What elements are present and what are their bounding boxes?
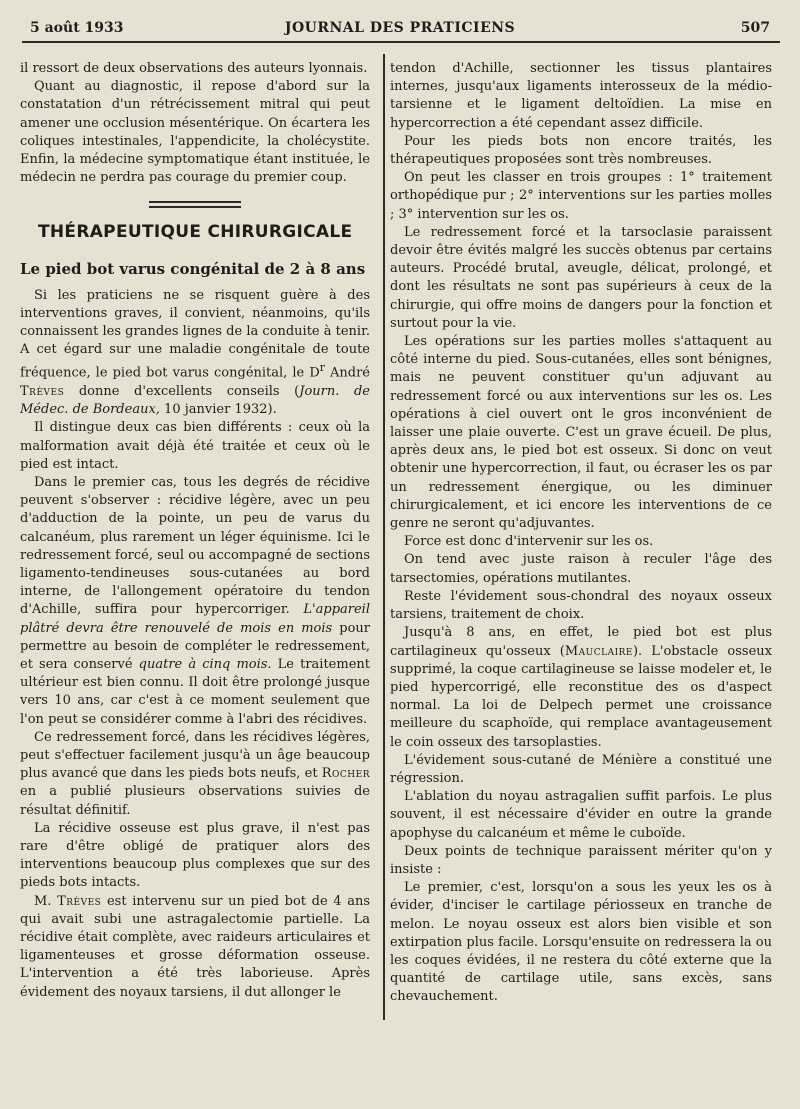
paragraph xyxy=(20,287,370,420)
paragraph: il ressort de deux observations des auteurs lyonnais. xyxy=(20,61,368,76)
author-name: Rocher xyxy=(321,766,370,782)
column-rule xyxy=(383,54,385,1020)
superscript: r xyxy=(319,361,325,375)
paragraph: Les opérations sur les parties molles s'attaquent au côté interne du pied. Sous-cutanées, elles sont bénignes, mais ne peuvent constituer qu'un adjuvant au redressement forcé ou aux interventions sur les os. Les opérations à ciel ouvert ont le gros inconvénient de laisser une plaie ouverte. C'est un grave écueil. De plus, après deux ans, le pied bot est osseux. Si donc on veut obtenir une hypercorrection, il faut, ou écraser les os par un redressement énergique, ou les diminuer chirurgicalement, et ici encore les interventions de ce genre ne seront qu'adjuvantes. xyxy=(390,334,772,532)
paragraph xyxy=(20,474,370,729)
running-header xyxy=(30,20,770,42)
paragraph: Il distingue deux cas bien différents : ceux où la malformation avait déjà été traitée et ceux où le pied est intact. xyxy=(20,420,370,472)
paragraph xyxy=(390,624,772,751)
header-date: 5 août 1933 xyxy=(30,20,124,36)
paragraph: Pour les pieds bots non encore traités, les thérapeutiques proposées sont très nombreuses. xyxy=(390,133,772,168)
section-separator xyxy=(149,201,241,208)
header-journal-title: JOURNAL DES PRATICIENS xyxy=(284,20,516,36)
paragraph: Quant au diagnostic, il repose d'abord sur la constatation d'un rétrécissement mitral qui peut amener une occlusion mésentérique. On écartera les coliques intestinales, l'appendicite, la cholécystite. Enfin, la médecine symptomatique étant instituée, le médecin ne perdra pas courage du premier coup. xyxy=(20,79,370,186)
text-run: 10 janvier 1932). xyxy=(159,402,277,418)
paragraph: On tend avec juste raison à reculer l'âge des tarsectomies, opérations mutilantes. xyxy=(390,552,772,586)
header-page-number: 507 xyxy=(740,20,770,36)
paragraph: Force est donc d'intervenir sur les os. xyxy=(404,534,654,550)
paragraph: La récidive osseuse est plus grave, il n'est pas rare d'être obligé de pratiquer alors des interventions beaucoup plus complexes que sur des pieds bots intacts. xyxy=(20,820,370,891)
text-run: est intervenu sur un pied bot de 4 ans qui avait subi une astragalectomie partielle. La récidive était complète, avec raideurs articulaires et ligamenteuses et grosse déformation osseuse. L'intervention a été très laborieuse. Après évidement des noyaux tarsiens, il dut allonger le xyxy=(20,893,370,1000)
paragraph: Deux points de technique paraissent mériter qu'on y insiste : xyxy=(390,843,772,877)
text-run: ). L'obstacle osseux supprimé, la coque cartilagineuse se laisse modeler et, le pied hypercorrigé, elle reconstitue des os d'aspect normal. La loi de Delpech permet une croissance meilleure du scaphoïde, qui remplace avantageusement le coin osseux des tarsoplasties. xyxy=(390,643,772,750)
paragraph: Reste l'évidement sous-chondral des noyaux osseux tarsiens, traitement de choix. xyxy=(390,588,772,623)
text-run: Si les praticiens ne se risquent guère à des interventions graves, il convient, néanmoins, qu'ils connaissent les grandes lignes de la conduite à tenir. A cet égard sur une maladie congénitale de toute fréquence, le pied bot varus congénital, le D xyxy=(20,287,370,381)
left-column xyxy=(20,60,370,1002)
text-run: en a publié plusieurs observations suivies de résultat définitif. xyxy=(20,784,370,818)
text-run: Ce redressement forcé, dans les récidives légères, peut s'effectuer facilement jusqu'à un âge beaucoup plus avancé que dans les pieds bots neufs, et xyxy=(20,729,370,782)
paragraph: On peut les classer en trois groupes : 1° traitement orthopédique pur ; 2° interventions sur les parties molles ; 3° intervention sur les os. xyxy=(390,170,772,222)
text-run: Jusqu'à 8 ans, en effet, le pied bot est plus cartilagineux qu'osseux ( xyxy=(390,625,772,659)
section-title: THÉRAPEUTIQUE CHIRURGICALE xyxy=(38,222,353,243)
paragraph xyxy=(20,893,370,1002)
paragraph: Le redressement forcé et la tarsoclasie paraissent devoir être évités malgré les succès obtenus par certains auteurs. Procédé brutal, aveugle, délicat, prolongé, et dont les résultats ne sont pas supérieurs à ceux de la chirurgie, qui offre moins de dangers pour la fonction et surtout pour la vie. xyxy=(390,224,772,331)
emphasis: L'appareil plâtré devra être renouvelé de mois en mois xyxy=(20,602,370,636)
text-run: Le traitement ultérieur est bien connu. Il doit être prolongé jusque vers 10 ans, car c'est à ce moment seulement que l'on peut se considérer comme à l'abri des récidives. xyxy=(20,657,370,727)
emphasis: quatre à cinq mois. xyxy=(138,657,272,673)
paragraph: L'ablation du noyau astragalien suffit parfois. Le plus souvent, il est nécessaire d'évider en outre la grande apophyse du calcanéum et même le cuboïde. xyxy=(390,789,772,841)
header-rule xyxy=(22,41,780,43)
paragraph: L'évidement sous-cutané de Ménière a constitué une régression. xyxy=(390,752,772,786)
text-run: M. xyxy=(34,893,58,909)
paragraph: tendon d'Achille, sectionner les tissus plantaires internes, jusqu'aux ligaments interosseux de la médio-tarsienne et le ligament deltoïdien. La mise en hypercorrection a été cependant assez difficile. xyxy=(390,61,772,131)
text-run: pour permettre au besoin de compléter le redressement, et sera conservé xyxy=(20,620,370,673)
text-run: Dans le premier cas, tous les degrés de récidive peuvent s'observer : récidive légère, avec un peu d'adduction de la pointe, un peu de varus du calcanéum, plus rarement un léger équinisme. Ici le redressement forcé, seul ou accompagné de sections ligamento-tendineuses sous-cutanées au bord interne, de l'allongement opératoire du tendon d'Achille, suffira pour hypercorriger. xyxy=(20,474,370,618)
paragraph xyxy=(20,729,370,820)
journal-reference: Journ. de Médec. de Bordeaux, xyxy=(20,383,370,418)
text-run: donne d'excellents conseils ( xyxy=(64,383,300,399)
author-name: Trèves xyxy=(57,893,102,909)
article-title: Le pied bot varus congénital de 2 à 8 ans xyxy=(20,260,366,279)
author-name: Trèves xyxy=(20,383,65,399)
author-name: Mauclaire xyxy=(564,643,633,659)
right-column xyxy=(390,60,772,1007)
paragraph: Le premier, c'est, lorsqu'on a sous les yeux les os à évider, d'inciser le cartilage périosseux en tranche de melon. Le noyau osseux est alors bien visible et son extirpation plus facile. Lorsqu'ensuite on redressera la ou les coques évidées, il ne restera du côté externe que la quantité de cartilage utile, sans excès, sans chevauchement. xyxy=(390,880,772,1005)
text-run: André xyxy=(324,365,371,381)
